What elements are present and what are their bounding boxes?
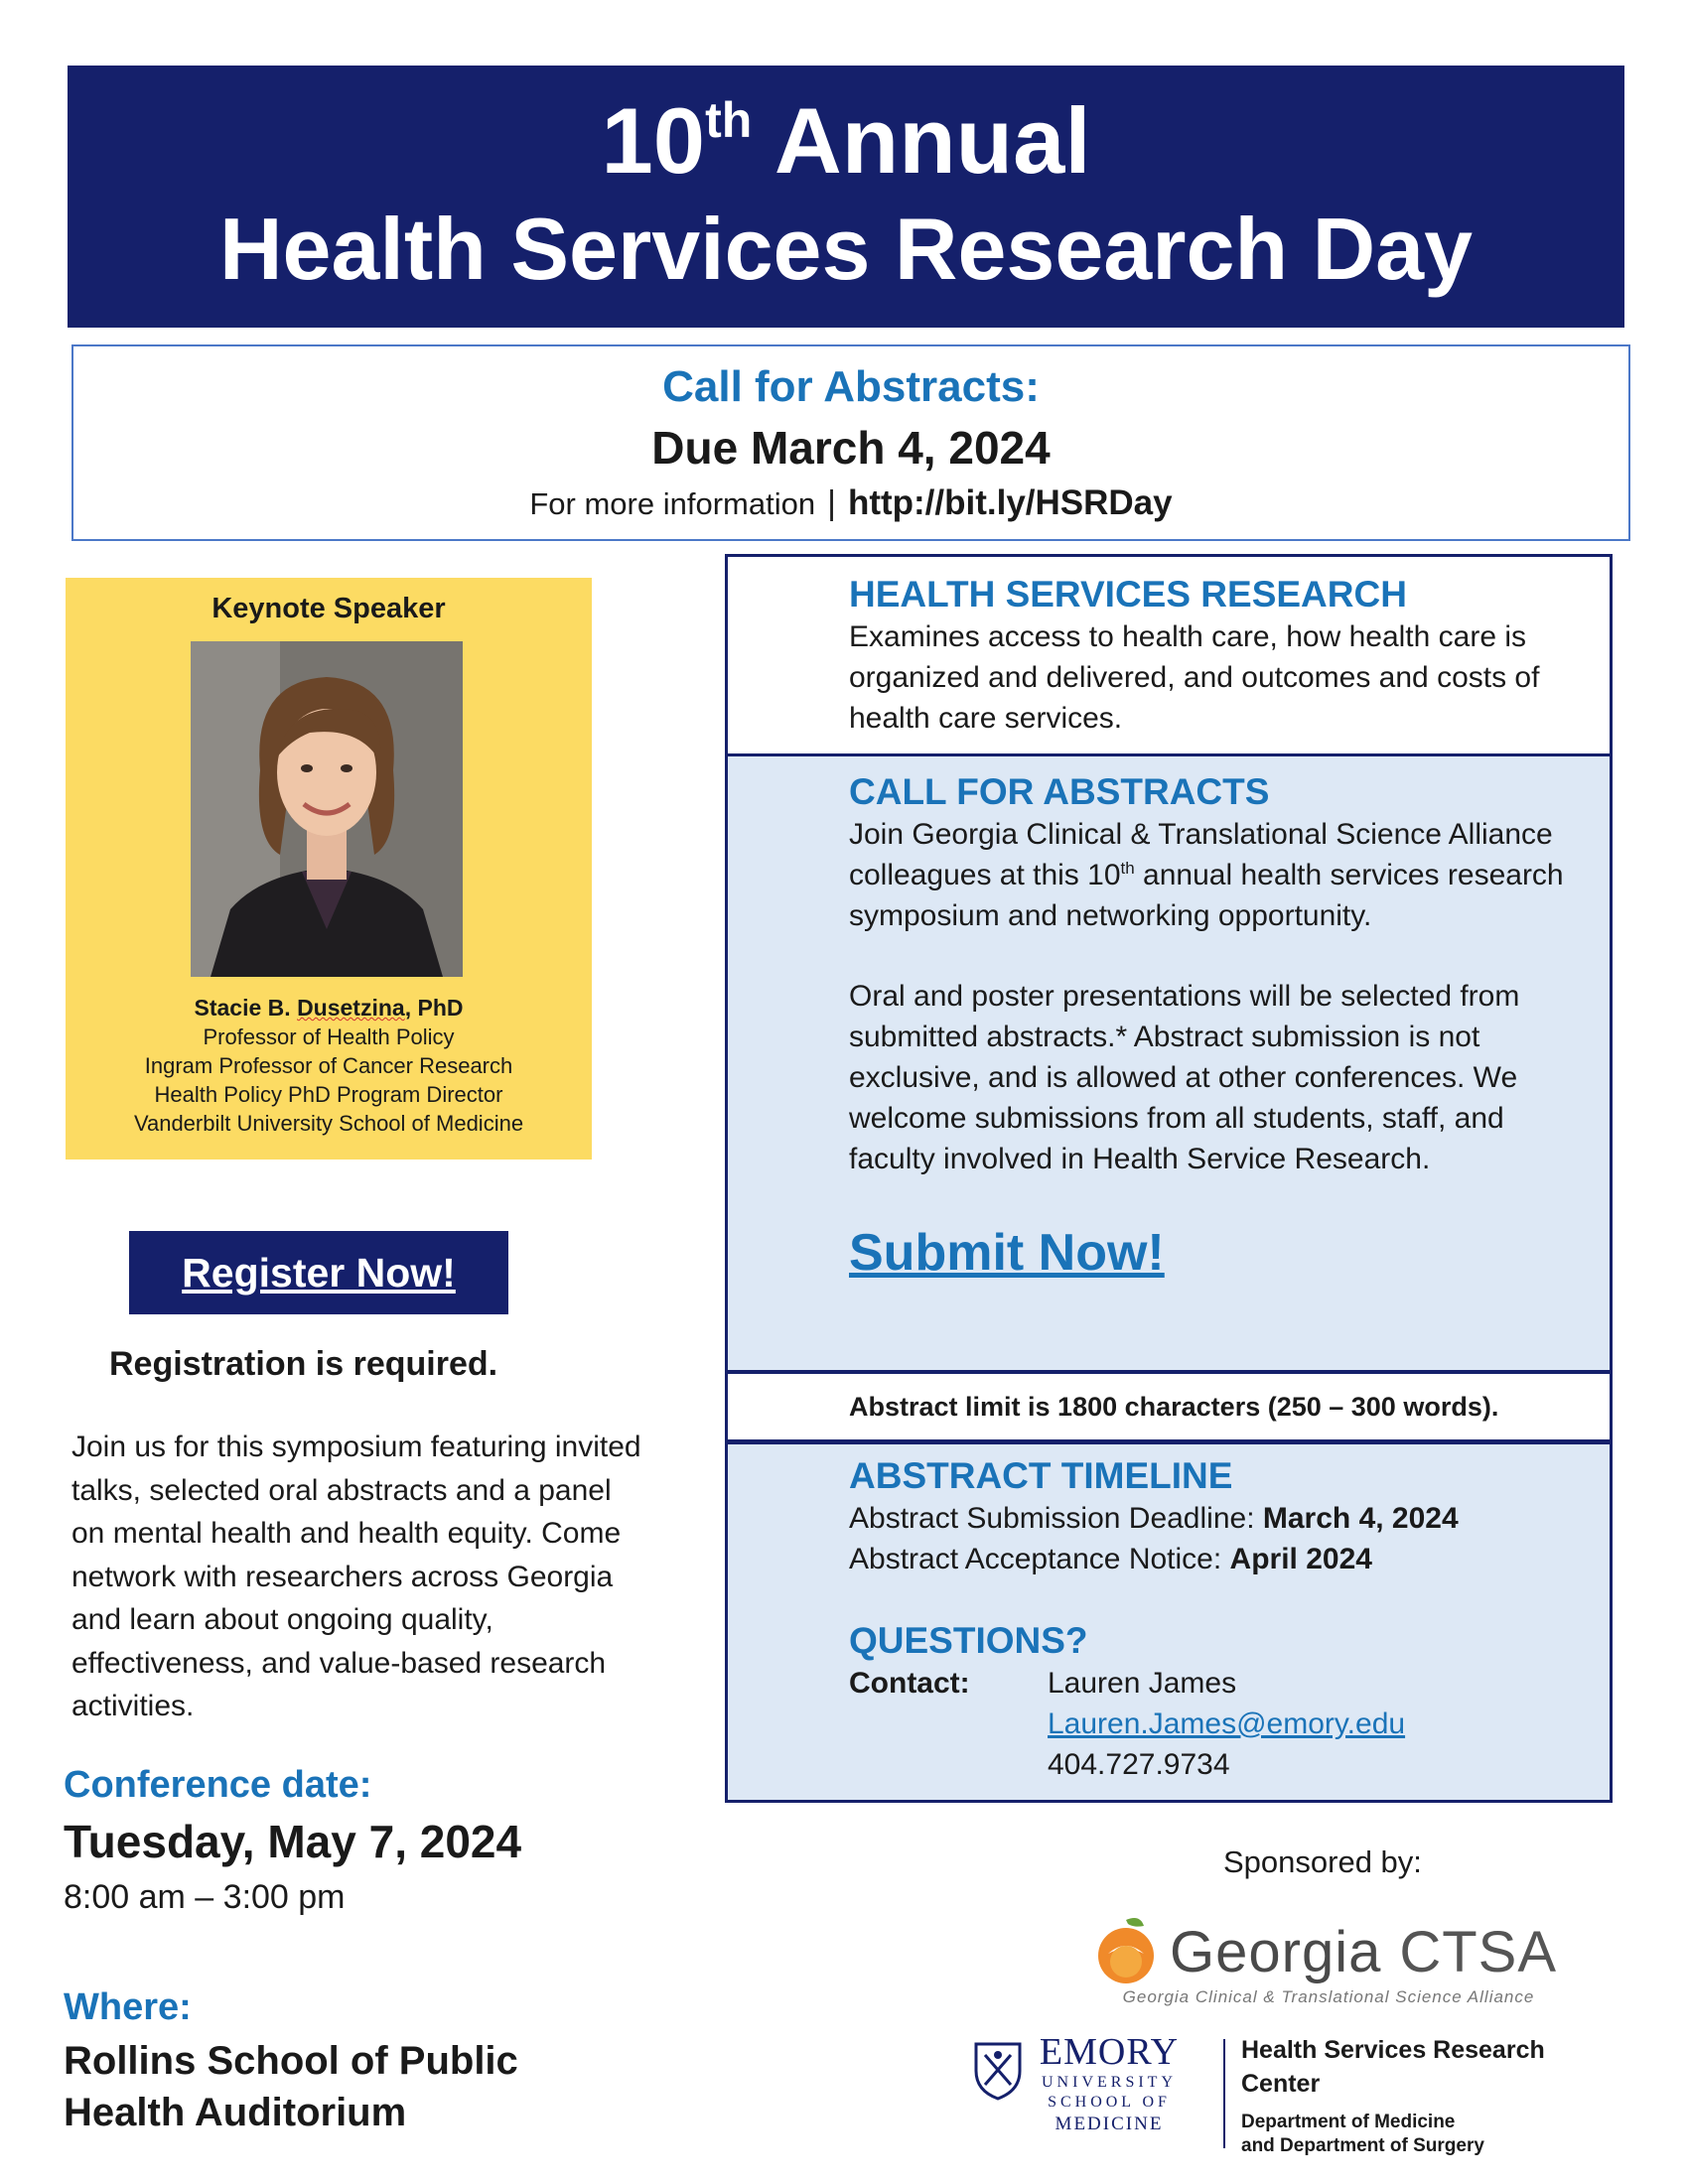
venue — [64, 2035, 518, 2138]
emory-hsrc-logo — [973, 2031, 1609, 2156]
speaker-title-line: Ingram Professor of Cancer Research — [144, 1053, 513, 1078]
info-url-link[interactable]: http://bit.ly/HSRDay — [847, 483, 1173, 522]
banner-line-1 — [602, 88, 1091, 194]
banner-line-2: Health Services Research Day — [218, 200, 1474, 298]
call-for-abstracts-panel — [725, 753, 1613, 1373]
conference-date: Tuesday, May 7, 2024 — [64, 1816, 522, 1867]
abstract-limit-panel — [725, 1371, 1613, 1442]
hsrc-department-line: and Department of Surgery — [1241, 2135, 1484, 2156]
logo-divider — [1223, 2039, 1225, 2148]
emory-shield-icon — [973, 2041, 1023, 2101]
conference-time: 8:00 am – 3:00 pm — [64, 1878, 346, 1916]
emory-medicine: MEDICINE — [1055, 2114, 1164, 2134]
cfa-para1-text-end: annual health services research symposium and networking opportunity. — [849, 859, 1564, 932]
acceptance-notice — [849, 1539, 1590, 1579]
speaker-first-name: Stacie B. — [194, 995, 298, 1021]
notice-label: Abstract Acceptance Notice: — [849, 1543, 1230, 1575]
venue-line: Health Auditorium — [64, 2091, 407, 2134]
cfa-paragraph-2: Oral and poster presentations will be selected from submitted abstracts.* Abstract submission is not exclusive, and is allowed at other conferences. We welcome submissions from all students, staff, and faculty involved in Health Service Research. — [849, 980, 1520, 1175]
title-banner — [68, 66, 1624, 328]
ctsa-wordmark — [1170, 1920, 1557, 1985]
timeline-heading: ABSTRACT TIMELINE — [849, 1455, 1233, 1496]
deadline-value: March 4, 2024 — [1262, 1502, 1459, 1535]
banner-number: 10 — [601, 88, 706, 193]
symposium-description: Join us for this symposium featuring invited talks, selected oral abstracts and a panel on mental health and health equity. Come network with researchers across Georgia and learn about ongoing quality, effectiveness, and value-based research activities. — [71, 1431, 641, 1722]
emory-wordmark — [1035, 2031, 1184, 2136]
call-for-abstracts-box — [71, 344, 1630, 541]
more-info-label: For more information — [529, 486, 816, 521]
banner-annual: Annual — [752, 88, 1091, 193]
questions-heading: QUESTIONS? — [849, 1620, 1088, 1661]
registration-required-text: Registration is required. — [109, 1345, 498, 1383]
submit-now-link[interactable]: Submit Now! — [849, 1224, 1165, 1282]
due-date: Due March 4, 2024 — [651, 422, 1051, 474]
cfa-heading: CALL FOR ABSTRACTS — [849, 771, 1270, 812]
contact-phone: 404.727.9734 — [1048, 1748, 1230, 1781]
keynote-card — [66, 578, 592, 1160]
more-info-line — [73, 481, 1628, 526]
where-label: Where: — [64, 1986, 192, 2028]
speaker-title-line: Vanderbilt University School of Medicine — [133, 1111, 524, 1136]
speaker-title-line: Health Policy PhD Program Director — [154, 1082, 503, 1107]
emory-name: EMORY — [1039, 2031, 1180, 2073]
speaker-degree: , PhD — [404, 995, 464, 1021]
emory-school-of: SCHOOL OF — [1048, 2094, 1171, 2111]
venue-line: Rollins School of Public — [64, 2039, 518, 2083]
speaker-name — [66, 993, 592, 1023]
georgia-ctsa-logo — [1090, 1906, 1587, 2015]
deadline-label: Abstract Submission Deadline: — [849, 1502, 1263, 1535]
speaker-last-name: Dusetzina — [297, 995, 405, 1021]
ctsa-word-ctsa: CTSA — [1399, 1920, 1558, 1984]
conference-date-label: Conference date: — [64, 1764, 372, 1806]
banner-ordinal: th — [705, 91, 753, 148]
contact-email-link[interactable]: Lauren.James@emory.edu — [1048, 1707, 1406, 1740]
hsrc-department-line: Department of Medicine — [1241, 2112, 1456, 2132]
cfa-para1-ordinal: th — [1120, 859, 1135, 878]
contact-name: Lauren James — [1048, 1667, 1237, 1700]
contact-row — [849, 1663, 1590, 1785]
hsr-body: Examines access to health care, how health care is organized and delivered, and outcomes and costs of health care services. — [849, 620, 1540, 735]
speaker-photo-illustration — [191, 641, 463, 977]
register-now-button[interactable]: Register Now! — [129, 1231, 508, 1314]
contact-details — [1048, 1663, 1405, 1785]
peach-icon — [1090, 1914, 1162, 1985]
sponsored-by-label: Sponsored by: — [1223, 1844, 1422, 1879]
emory-university: UNIVERSITY — [1042, 2074, 1177, 2091]
separator: | — [827, 484, 836, 522]
speaker-titles — [66, 1023, 592, 1138]
cfa-paragraph-1 — [849, 814, 1590, 936]
hsrc-title: Health Services Research Center — [1241, 2036, 1545, 2098]
contact-label: Contact: — [849, 1667, 970, 1700]
cfa-para1-text: Join Georgia Clinical & Translational Science Alliance colleagues at this 10 — [849, 818, 1553, 891]
abstract-timeline-panel — [725, 1441, 1613, 1803]
call-heading: Call for Abstracts: — [662, 362, 1040, 411]
hsr-heading: HEALTH SERVICES RESEARCH — [849, 574, 1407, 614]
hsr-definition-panel — [725, 554, 1613, 756]
ctsa-subtitle: Georgia Clinical & Translational Science Alliance — [1122, 1987, 1535, 2006]
keynote-title: Keynote Speaker — [211, 593, 446, 624]
speaker-title-line: Professor of Health Policy — [203, 1024, 455, 1049]
abstract-limit-text: Abstract limit is 1800 characters (250 – 300 words). — [849, 1392, 1499, 1422]
ctsa-word-georgia: Georgia — [1170, 1920, 1382, 1984]
hsrc-text — [1241, 2033, 1609, 2158]
submission-deadline — [849, 1498, 1590, 1539]
notice-value: April 2024 — [1229, 1543, 1372, 1575]
speaker-photo — [191, 641, 463, 977]
